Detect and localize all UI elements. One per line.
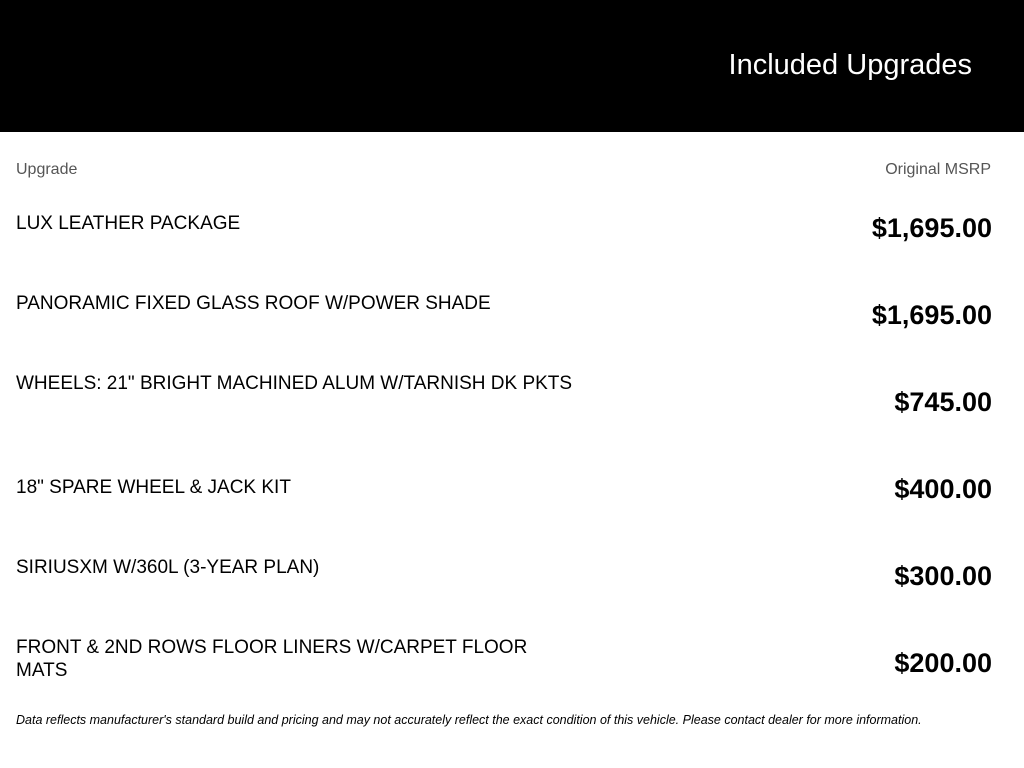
- upgrade-row: [0, 200, 1024, 287]
- upgrade-name: WHEELS: 21" BRIGHT MACHINED ALUM W/TARNISH DK PKTS: [16, 373, 573, 394]
- upgrade-price: $200.00: [894, 648, 992, 678]
- upgrade-row: [0, 360, 1024, 447]
- upgrade-price: $300.00: [894, 561, 992, 591]
- page-title: Included Upgrades: [728, 49, 972, 81]
- upgrade-price: $400.00: [894, 474, 992, 504]
- column-header-upgrade: Upgrade: [16, 161, 78, 178]
- upgrade-name: PANORAMIC FIXED GLASS ROOF W/POWER SHADE: [16, 293, 491, 314]
- upgrade-name: FRONT & 2ND ROWS FLOOR LINERS W/CARPET FLOOR MATS: [16, 637, 528, 681]
- upgrade-price: $745.00: [894, 387, 992, 417]
- upgrade-name: 18" SPARE WHEEL & JACK KIT: [16, 477, 291, 498]
- column-header-msrp: Original MSRP: [885, 161, 991, 178]
- upgrade-price: $1,695.00: [871, 213, 992, 243]
- upgrade-name: LUX LEATHER PACKAGE: [16, 213, 241, 234]
- disclaimer-text: Data reflects manufacturer's standard build and pricing and may not accurately reflect the exact condition of this vehicle. Please contact dealer for more information.: [16, 713, 922, 727]
- upgrade-row: [0, 624, 1024, 711]
- upgrade-name: SIRIUSXM W/360L (3-YEAR PLAN): [16, 557, 320, 578]
- upgrade-row: [0, 464, 1024, 551]
- upgrade-row: [0, 280, 1024, 367]
- upgrade-row: [0, 544, 1024, 631]
- upgrade-price: $1,695.00: [871, 300, 992, 330]
- header-bar: [0, 0, 1024, 132]
